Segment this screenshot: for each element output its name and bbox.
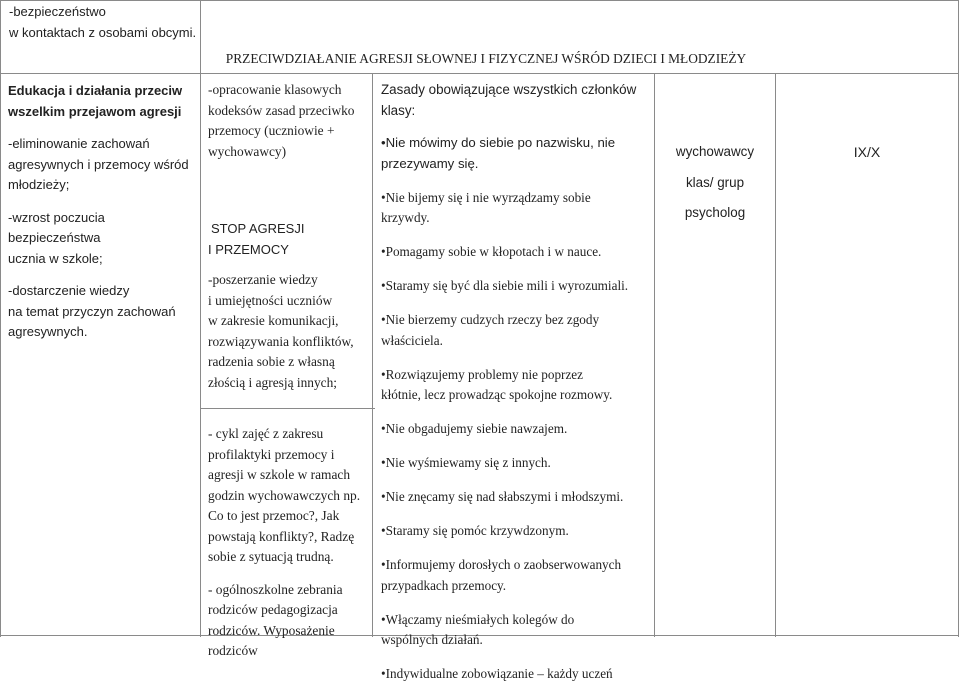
text-line: kłótnie, lecz prowadząc spokojne rozmowy. [381,387,613,402]
text-line: powstają konflikty?, Radzę [208,528,355,544]
rule-item [381,419,651,440]
text-line: - cykl zajęć z zakresu [208,426,324,441]
table-border [0,73,959,74]
rule-item [381,188,651,229]
action-item [208,80,373,162]
text-line: przezywamy się. [381,155,479,171]
text-line: profilaktyki przemocy i [208,446,335,462]
rule-item [381,521,651,542]
text-line: Indywidualne zobowiązanie – każdy uczeń [385,666,613,681]
text-line: Informujemy dorosłych o zaobserwowanych [385,557,622,572]
text-line: kodeksów zasad przeciwko [208,102,355,118]
text-line: -dostarczenie wiedzy [8,283,130,298]
text-line: -eliminowanie zachowań [8,136,150,151]
rule-item [381,365,651,406]
text-line: klasy: [381,102,416,118]
text-line: Staramy się pomóc krzywdzonym. [385,523,569,538]
text-line: klas/ grup [685,174,745,190]
text-line: krzywdy. [381,210,430,225]
text-line: wszelkim przejawom agresji [8,103,182,119]
text-line: w zakresie komunikacji, [208,313,339,328]
rule-item [381,310,651,351]
text-line: -opracowanie klasowych [208,82,342,97]
rule-item [381,133,651,174]
text-line: agresji w szkole w ramach [208,467,351,482]
text-line: -poszerzanie wiedzy [208,272,318,287]
text-line: Nie mówimy do siebie po nazwisku, nie [385,135,616,150]
actions-column-upper [208,80,373,393]
objectives-column [8,81,196,343]
text-line: Co to jest przemoc?, Jak [208,508,340,523]
text-line: wspólnych działań. [381,632,483,647]
responsible-column [655,142,775,224]
action-item [208,424,373,568]
objective-item [8,281,196,343]
top-left-text [9,2,196,43]
text-line: przemocy (uczniowie + [208,123,335,138]
text-line: rodziców [208,643,258,658]
text-line: wychowawcy) [208,143,287,159]
text-line: godzin wychowawczych np. [208,487,361,503]
text-line: na temat przyczyn zachowań [8,303,176,319]
rule-item [381,242,651,263]
section-title: PRZECIWDZIAŁANIE AGRESJI SŁOWNEJ I FIZYCZNEJ WŚRÓD DZIECI I MŁODZIEŻY [225,51,747,66]
rule-item [381,610,651,651]
text-line: STOP AGRESJI [211,221,305,236]
objective-item [8,134,196,196]
table-border [200,408,375,409]
text-line: i umiejętności uczniów [208,292,333,308]
rule-item [381,664,651,685]
text-line: Pomagamy sobie w kłopotach i w nauce. [385,244,602,259]
text-line: agresywnych. [8,324,88,339]
text-line: rodziców. Wyposażenie [208,622,335,638]
text-line: rozwiązywania konfliktów, [208,333,354,349]
class-rules-column [381,80,651,698]
objectives-heading [8,81,196,122]
text-line: rodziców pedagogizacja [208,602,338,617]
table-border [200,0,201,637]
text-line: Nie znęcamy się nad słabszymi i młodszymi. [385,489,624,504]
text-line: Edukacja i działania przeciw [8,83,183,98]
text-line: psycholog [684,205,746,220]
text-line: Nie bijemy się i nie wyrządzamy sobie [385,189,591,205]
text-line: ucznia w szkole; [8,250,103,266]
text-line: Nie obgadujemy siebie nawzajem. [385,421,568,436]
text-line: Nie wyśmiewamy się z innych. [385,455,551,470]
text-line: Zasady obowiązujące wszystkich członków [381,82,637,97]
rule-item [381,276,651,297]
table-border [0,0,1,637]
table-border [958,0,959,637]
text-line: sobie z sytuacją trudną. [208,549,334,564]
text-line: radzenia sobie z własną [208,354,335,369]
rules-heading [381,80,651,121]
text-line: I PRZEMOCY [208,241,289,257]
text-line: agresywnych i przemocy wśród [8,156,189,172]
text-line: -wzrost poczucia bezpieczeństwa [8,209,105,245]
text-line: Nie bierzemy cudzych rzeczy bez zgody [385,312,600,327]
text-line: Staramy się być dla siebie mili i wyrozumiali. [385,278,629,293]
text-line: -bezpieczeństwo [9,4,106,19]
text-line: właściciela. [381,332,443,348]
table-border [0,0,959,1]
term-column: IX/X [853,144,881,160]
text-line: Włączamy nieśmiałych kolegów do [385,611,575,627]
objective-item [8,208,196,270]
text-line: przypadkach przemocy. [381,577,507,593]
action-item [208,270,373,393]
action-item [208,580,373,662]
text-line: młodzieży; [8,177,70,192]
text-line: złością i agresją innych; [208,374,338,390]
rule-item [381,555,651,596]
text-line: Rozwiązujemy problemy nie poprzez [385,366,583,382]
text-line: - ogólnoszkolne zebrania [208,581,343,597]
slogan [208,219,373,260]
rule-item [381,453,651,474]
actions-column-lower [208,424,373,662]
text-line: w kontaktach z osobami obcymi. [9,24,197,40]
text-line: wychowawcy [675,144,755,159]
rule-item [381,487,651,508]
